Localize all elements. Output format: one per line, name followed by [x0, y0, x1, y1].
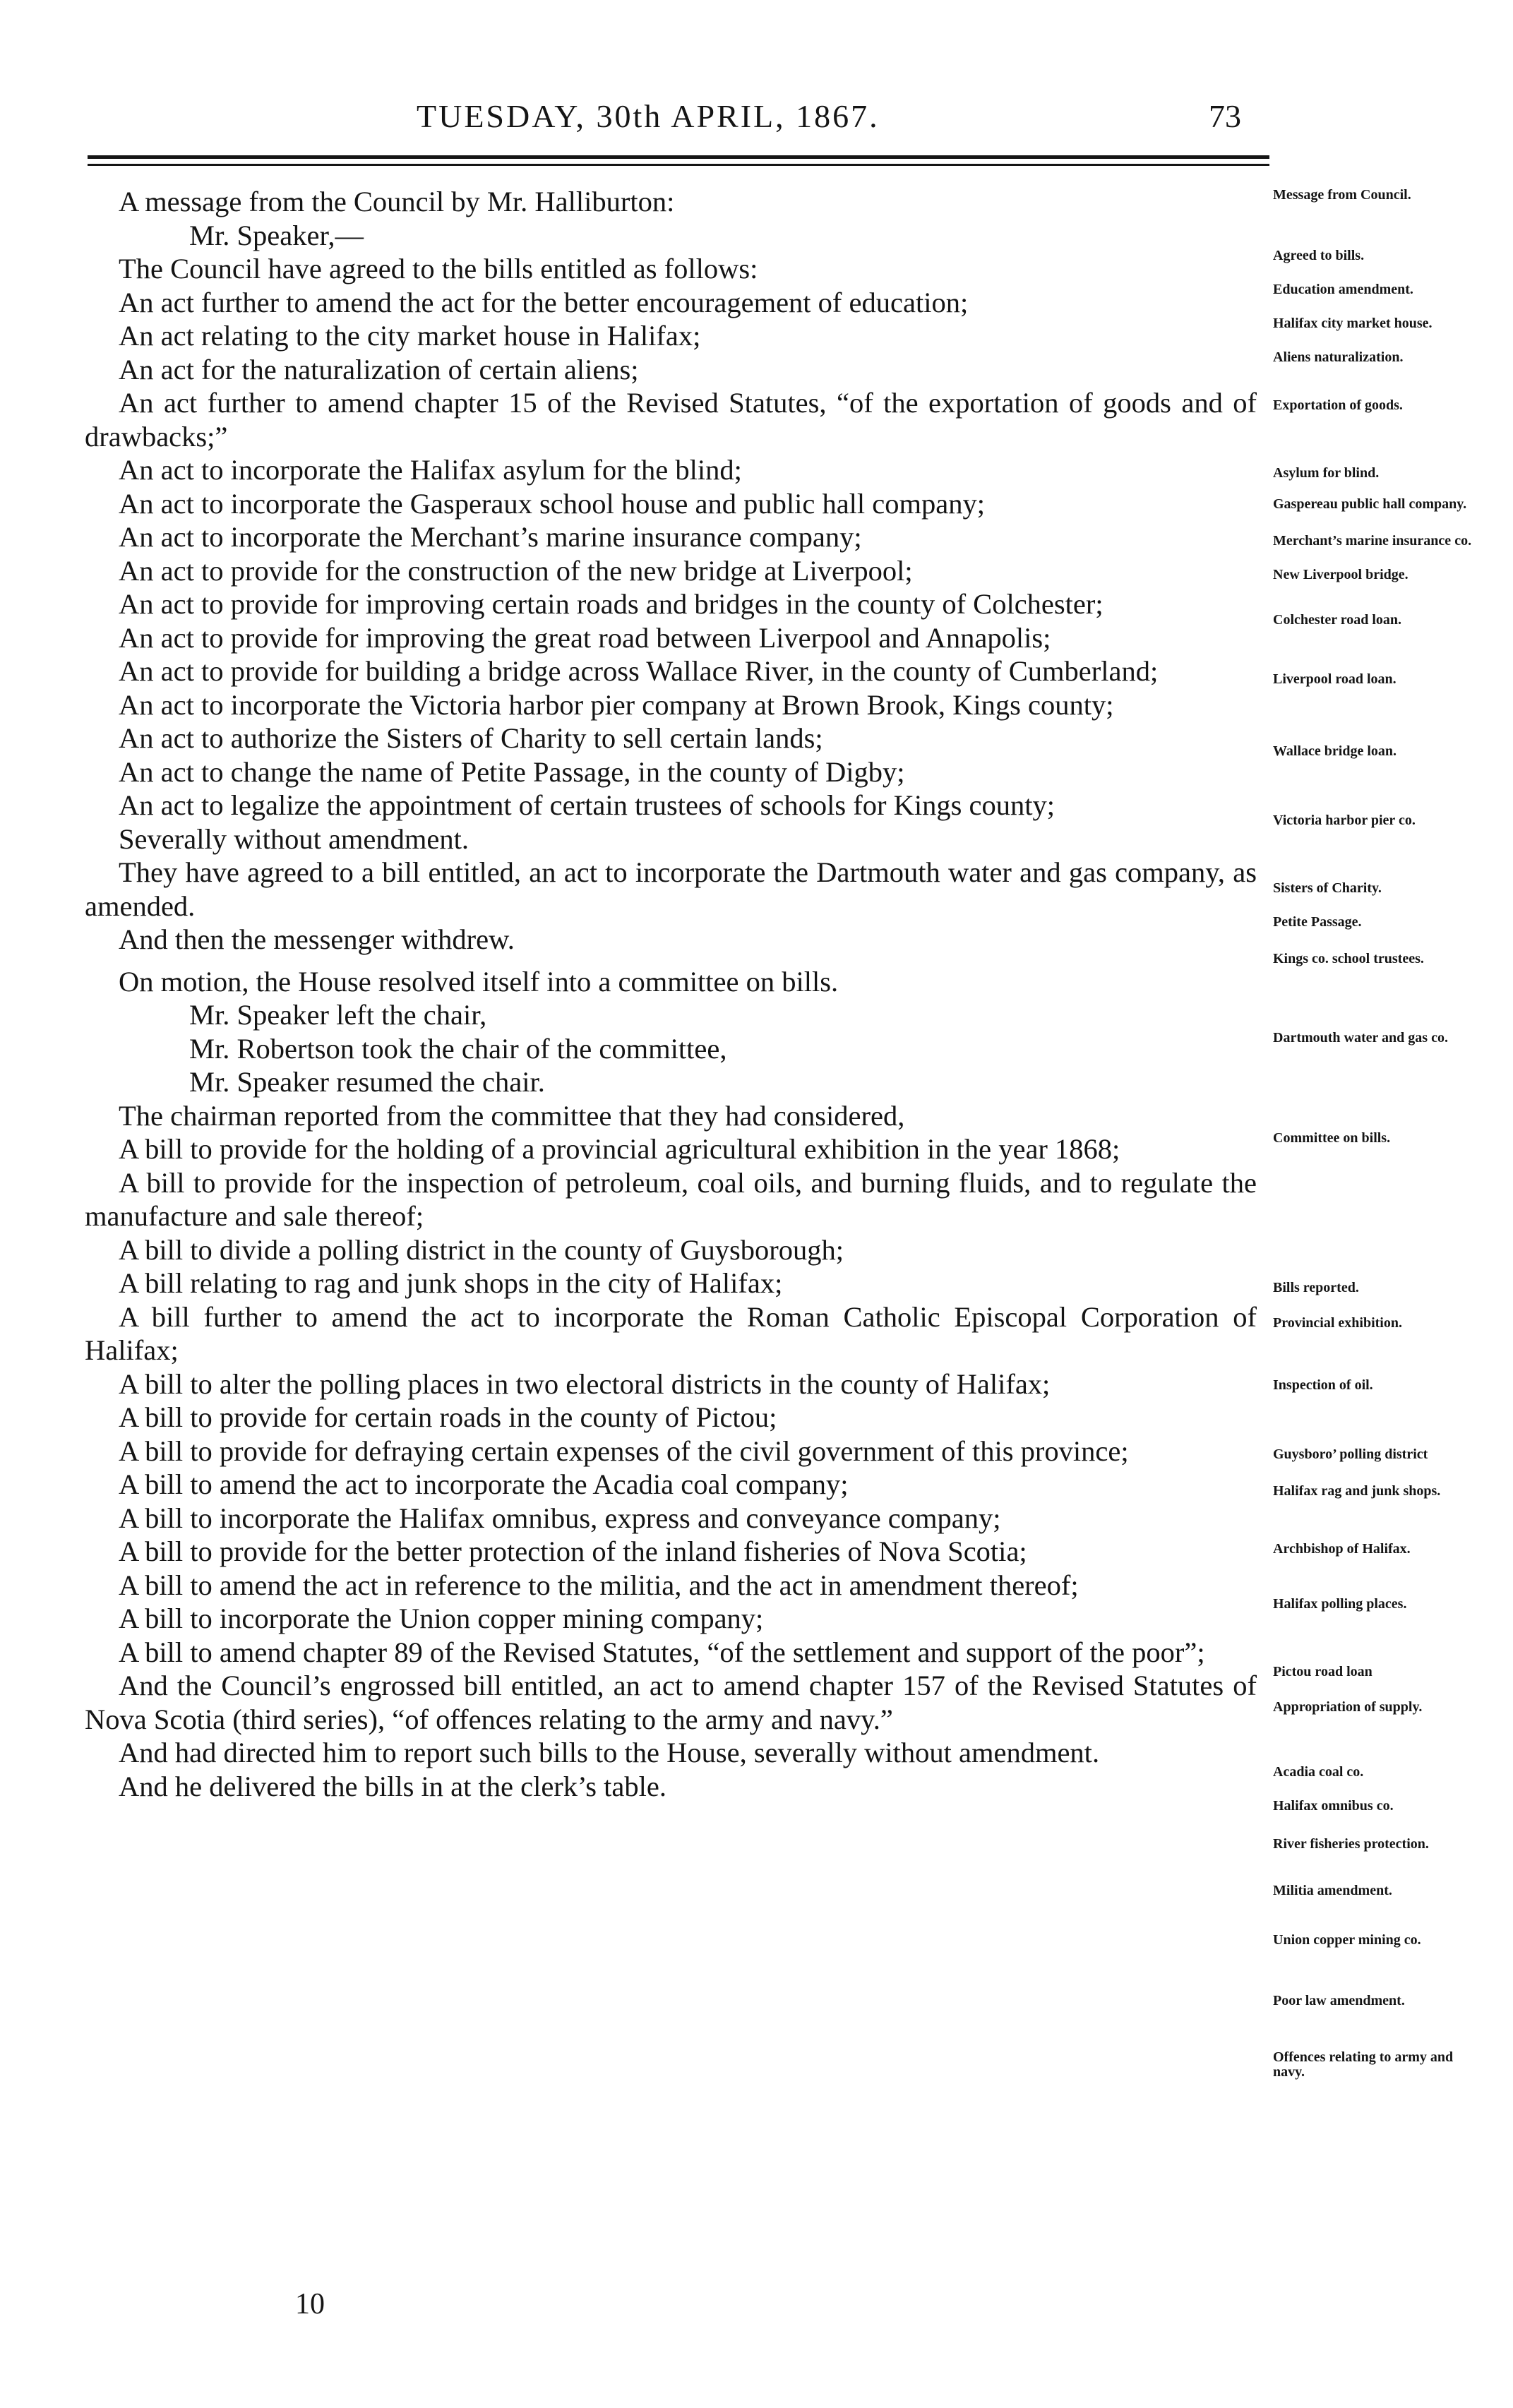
- body-paragraph: An act to incorporate the Merchant’s marine insurance company;: [119, 521, 862, 553]
- body-paragraph: A bill to provide for certain roads in the county of Pictou;: [119, 1401, 777, 1433]
- margin-note: [1273, 1665, 1485, 1679]
- running-title: TUESDAY, 30th APRIL, 1867.: [417, 98, 880, 134]
- margin-note-text: Archbishop of Halifax.: [1273, 1541, 1411, 1557]
- body-paragraph: An act to legalize the appointment of certain trustees of schools for Kings county;: [119, 789, 1055, 821]
- margin-note-text: Inspection of oil.: [1273, 1377, 1373, 1393]
- margin-note: [1273, 398, 1485, 413]
- margin-note-text: Petite Passage.: [1273, 914, 1362, 930]
- body-paragraph: Mr. Speaker resumed the chair.: [189, 1066, 545, 1098]
- page-number: 73: [1209, 98, 1241, 134]
- margin-note: [1273, 1933, 1485, 1948]
- body-paragraph: Mr. Speaker,—: [189, 219, 364, 251]
- margin-note-text: Provincial exhibition.: [1273, 1315, 1402, 1331]
- margin-note: [1273, 2050, 1485, 2080]
- body-paragraph: An act relating to the city market house in Halifax;: [119, 320, 701, 352]
- margin-note-text: Militia amendment.: [1273, 1883, 1392, 1898]
- body-paragraph: A bill to incorporate the Halifax omnibus, express and conveyance company;: [119, 1502, 1001, 1534]
- margin-note: [1273, 1131, 1485, 1146]
- margin-note: [1273, 1837, 1485, 1852]
- margin-note-text: New Liverpool bridge.: [1273, 567, 1409, 582]
- margin-note: [1273, 1883, 1485, 1898]
- body-paragraph: An act to incorporate the Halifax asylum for the blind;: [119, 454, 742, 486]
- margin-note-text: Halifax omnibus co.: [1273, 1798, 1394, 1814]
- margin-note-text: Bills reported.: [1273, 1280, 1359, 1295]
- margin-note: [1273, 466, 1485, 481]
- margin-note: [1273, 1484, 1485, 1499]
- body-paragraph: An act for the naturalization of certain aliens;: [119, 353, 639, 385]
- margin-note-text: Dartmouth water and gas co.: [1273, 1030, 1448, 1046]
- body-paragraph: A bill to provide for the better protection of the inland fisheries of Nova Scotia;: [119, 1535, 1027, 1567]
- body-paragraph: An act to provide for improving the great road between Liverpool and Annapolis;: [119, 621, 1051, 654]
- margin-note-text: Exportation of goods.: [1273, 397, 1403, 413]
- margin-note-text: Halifax rag and junk shops.: [1273, 1483, 1441, 1499]
- body-paragraph: Mr. Speaker left the chair,: [189, 999, 487, 1031]
- body-paragraph: A bill to provide for the holding of a provincial agricultural exhibition in the year 1868;: [119, 1133, 1120, 1165]
- margin-note: [1273, 497, 1485, 512]
- margin-note: [1273, 1765, 1485, 1780]
- header-rule-thick: [88, 155, 1269, 159]
- margin-note-text: Aliens naturalization.: [1273, 349, 1404, 365]
- margin-note: [1273, 1378, 1485, 1393]
- margin-note: [1273, 813, 1485, 828]
- margin-note-text: Halifax city market house.: [1273, 316, 1433, 331]
- margin-note-text: Poor law amendment.: [1273, 1993, 1405, 2008]
- margin-note: [1273, 672, 1485, 687]
- margin-note-text: Education amendment.: [1273, 282, 1413, 297]
- body-paragraph: An act further to amend the act for the better encouragement of education;: [119, 286, 969, 318]
- body-paragraph: An act to change the name of Petite Passage, in the county of Digby;: [119, 755, 905, 788]
- margin-note: [1273, 1316, 1485, 1331]
- body-paragraph: A bill to provide for the inspection of petroleum, coal oils, and burning fluids, and to regulate the manufacture and sale thereof;: [85, 1166, 1257, 1232]
- margin-note: [1273, 1281, 1485, 1295]
- body-paragraph: A message from the Council by Mr. Halliburton:: [119, 186, 675, 217]
- section-gap: [85, 957, 1257, 965]
- body-paragraph: And had directed him to report such bills to the House, severally without amendment.: [119, 1737, 1100, 1768]
- margin-note-text: Asylum for blind.: [1273, 465, 1380, 481]
- margin-note-text: Sisters of Charity.: [1273, 880, 1382, 896]
- body-paragraph: A bill to divide a polling district in the county of Guysborough;: [119, 1233, 844, 1266]
- margin-note: [1273, 1447, 1485, 1462]
- body-paragraph: An act to incorporate the Victoria harbor pier company at Brown Brook, Kings county;: [119, 688, 1114, 721]
- body-paragraph: On motion, the House resolved itself into a committee on bills.: [119, 965, 839, 998]
- body-paragraph: And then the messenger withdrew.: [119, 923, 515, 955]
- margin-note-text: Liverpool road loan.: [1273, 671, 1397, 687]
- body-paragraph: The chairman reported from the committee that they had considered,: [119, 1099, 905, 1132]
- margin-note-text: River fisheries protection.: [1273, 1836, 1429, 1852]
- margin-note-text: Committee on bills.: [1273, 1130, 1391, 1146]
- body-paragraph: They have agreed to a bill entitled, an act to incorporate the Dartmouth water and gas company, as amended.: [85, 856, 1257, 922]
- body-paragraph: An act to incorporate the Gasperaux school house and public hall company;: [119, 487, 986, 520]
- header-rule-thin: [88, 164, 1269, 166]
- margin-note: [1273, 1994, 1485, 2008]
- margin-note: [1273, 248, 1485, 263]
- margin-note-text: Halifax polling places.: [1273, 1596, 1407, 1612]
- body-paragraph: A bill to amend the act to incorporate the Acadia coal company;: [119, 1468, 849, 1500]
- margin-note-text: Merchant’s marine insurance co.: [1273, 533, 1472, 549]
- margin-note: [1273, 534, 1485, 549]
- body-paragraph: Severally without amendment.: [119, 822, 470, 855]
- margin-note: [1273, 613, 1485, 628]
- margin-note: [1273, 282, 1485, 297]
- margin-note-text: Wallace bridge loan.: [1273, 743, 1397, 759]
- margin-note-text: Pictou road loan: [1273, 1664, 1373, 1679]
- body-paragraph: A bill to incorporate the Union copper mining company;: [119, 1603, 764, 1634]
- body-paragraph: An act to provide for improving certain roads and bridges in the county of Colchester;: [119, 588, 1104, 620]
- body-text: [85, 185, 1257, 1803]
- margin-note-text: Acadia coal co.: [1273, 1764, 1364, 1780]
- margin-note: [1273, 881, 1485, 896]
- margin-note: [1273, 915, 1485, 930]
- body-paragraph: A bill further to amend the act to incorporate the Roman Catholic Episcopal Corporation of Halifax;: [85, 1300, 1257, 1366]
- margin-note-text: Kings co. school trustees.: [1273, 951, 1424, 966]
- body-paragraph: Mr. Robertson took the chair of the committee,: [189, 1032, 727, 1065]
- body-paragraph: A bill to amend the act in reference to the militia, and the act in amendment thereof;: [119, 1569, 1079, 1601]
- margin-note-text: Victoria harbor pier co.: [1273, 813, 1416, 828]
- body-paragraph: A bill to alter the polling places in two electoral districts in the county of Halifax;: [119, 1367, 1051, 1400]
- margin-note-text: Agreed to bills.: [1273, 248, 1365, 263]
- margin-note-text: Message from Council.: [1273, 187, 1411, 203]
- margin-note: [1273, 1031, 1485, 1046]
- body-paragraph: An act further to amend chapter 15 of the Revised Statutes, “of the exportation of goods and of drawbacks;”: [85, 387, 1257, 453]
- margin-note: [1273, 188, 1485, 203]
- body-paragraph: The Council have agreed to the bills entitled as follows:: [119, 253, 758, 284]
- body-paragraph: A bill to amend chapter 89 of the Revised Statutes, “of the settlement and support of the poor”;: [119, 1636, 1205, 1668]
- margin-note: [1273, 744, 1485, 759]
- margin-note: [1273, 568, 1485, 582]
- margin-note: [1273, 1799, 1485, 1814]
- margin-note-text: Colchester road loan.: [1273, 612, 1402, 628]
- margin-note-text: Guysboro’ polling district: [1273, 1446, 1428, 1462]
- body-paragraph: An act to provide for building a bridge across Wallace River, in the county of Cumberland;: [119, 655, 1159, 687]
- margin-note: [1273, 1700, 1485, 1715]
- body-paragraph: An act to provide for the construction of the new bridge at Liverpool;: [119, 554, 913, 587]
- margin-note-text: Appropriation of supply.: [1273, 1699, 1423, 1715]
- margin-note: [1273, 316, 1485, 331]
- margin-note: [1273, 1597, 1485, 1612]
- margin-note-text: Gaspereau public hall company.: [1273, 496, 1467, 512]
- margin-note: [1273, 952, 1485, 966]
- margin-note-text: Offences relating to army and navy.: [1273, 2049, 1454, 2080]
- folio-mark: 10: [295, 2288, 325, 2320]
- body-paragraph: A bill to provide for defraying certain expenses of the civil government of this province;: [119, 1434, 1129, 1467]
- body-paragraph: A bill relating to rag and junk shops in the city of Halifax;: [119, 1267, 783, 1299]
- margin-note: [1273, 350, 1485, 365]
- margin-note-text: Union copper mining co.: [1273, 1932, 1421, 1948]
- body-paragraph: An act to authorize the Sisters of Charity to sell certain lands;: [119, 722, 823, 754]
- margin-note: [1273, 1542, 1485, 1557]
- body-paragraph: And the Council’s engrossed bill entitled, an act to amend chapter 157 of the Revised Statutes of Nova Scotia (third series), “of offences relating to the army and navy.”: [85, 1670, 1257, 1735]
- body-paragraph: And he delivered the bills in at the clerk’s table.: [119, 1770, 667, 1802]
